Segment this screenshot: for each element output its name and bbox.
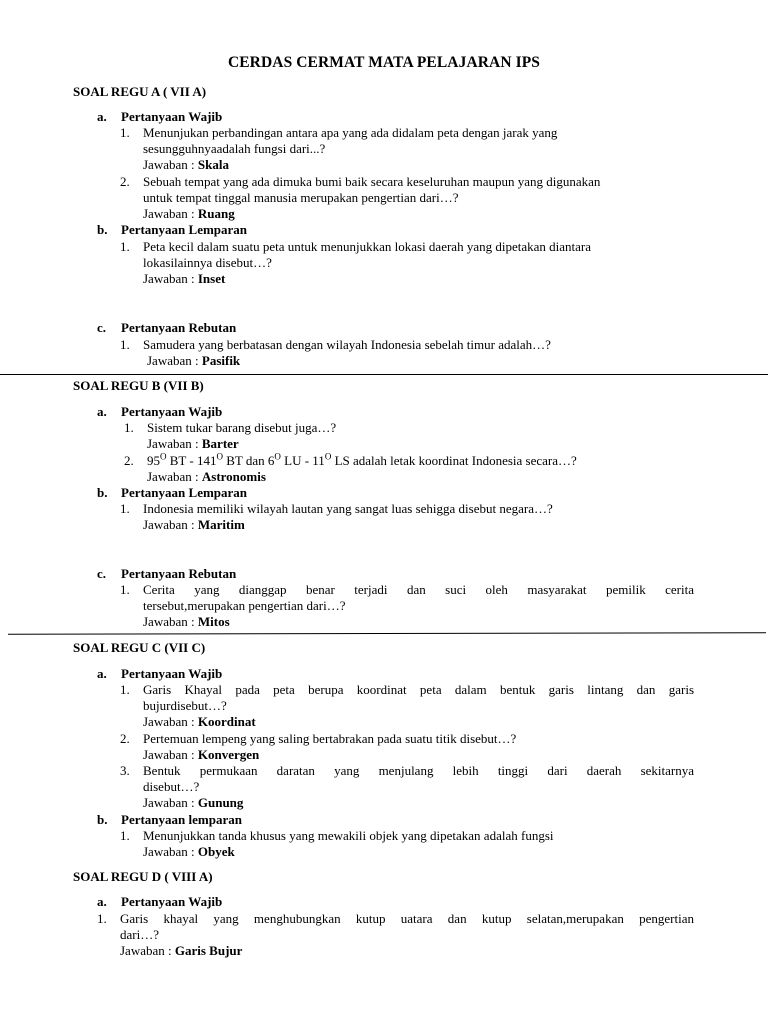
answer-line	[143, 157, 229, 173]
question-number: 3.	[120, 763, 130, 778]
answer-prefix: Jawaban :	[143, 795, 195, 810]
coord-text: 95	[147, 453, 160, 468]
answer-value: Ruang	[197, 206, 235, 221]
question-number: 1.	[120, 582, 130, 597]
question-text: Samudera yang berbatasan dengan wilayah Indonesia sebelah timur adalah…?	[143, 337, 551, 352]
question-text-cont: bujurdisebut…?	[143, 698, 227, 713]
question-text: Sebuah tempat yang ada dimuka bumi baik secara keseluruhan maupun yang digunakan	[143, 174, 601, 189]
subsection-letter: a.	[97, 666, 107, 681]
answer-line	[120, 943, 242, 959]
answer-value: Inset	[197, 271, 226, 286]
subsection-label: Pertanyaan Lemparan	[121, 222, 248, 237]
question-text: Garis khayal yang menghubungkan kutup uatara dan kutup selatan,merupakan pengertian	[120, 911, 694, 926]
section-header-regu-c: SOAL REGU C (VII C)	[73, 640, 206, 655]
answer-line	[143, 795, 243, 811]
question-text-cont: tersebut,merupakan pengertian dari…?	[143, 598, 346, 613]
question-number: 1.	[120, 682, 130, 697]
question-text: Sistem tukar barang disebut juga…?	[147, 420, 337, 435]
answer-value: Koordinat	[197, 714, 256, 729]
answer-prefix: Jawaban :	[143, 844, 195, 859]
question-text: Garis Khayal pada peta berupa koordinat peta dalam bentuk garis lintang dan garis	[143, 682, 694, 697]
section-header-regu-a: SOAL REGU A ( VII A)	[73, 84, 207, 99]
coord-text: LU - 11	[280, 453, 325, 468]
degree-mark: O	[216, 451, 223, 462]
answer-prefix: Jawaban :	[143, 157, 195, 172]
subsection-letter: b.	[97, 222, 108, 237]
answer-value: Gunung	[197, 795, 244, 810]
subsection-rebutan-a	[97, 320, 236, 336]
question-number: 2.	[124, 453, 134, 468]
answer-line	[143, 206, 235, 222]
answer-prefix: Jawaban :	[143, 714, 195, 729]
subsection-label: Pertanyaan Lemparan	[121, 485, 248, 500]
answer-value: Barter	[201, 436, 239, 451]
question-text: Menunjukkan tanda khusus yang mewakili objek yang dipetakan adalah fungsi	[143, 828, 554, 843]
question-number: 1.	[120, 828, 130, 843]
answer-value: Konvergen	[197, 747, 260, 762]
subsection-letter: c.	[97, 566, 107, 581]
answer-value: Mitos	[197, 614, 230, 629]
degree-mark: O	[274, 451, 281, 462]
subsection-label: Pertanyaan Rebutan	[121, 566, 237, 581]
answer-value: Astronomis	[201, 469, 266, 484]
question-text: Bentuk permukaan daratan yang menjulang lebih tinggi dari daerah sekitarnya	[143, 763, 694, 778]
section-divider	[8, 632, 766, 635]
coord-text: BT - 141	[166, 453, 217, 468]
answer-prefix: Jawaban :	[143, 614, 195, 629]
question-text-cont: sesungguhnyaadalah fungsi dari...?	[143, 141, 326, 156]
question-number: 1.	[120, 239, 130, 254]
subsection-letter: c.	[97, 320, 107, 335]
question-text-cont: lokasilainnya disebut…?	[143, 255, 272, 270]
coord-text: BT dan 6	[222, 453, 275, 468]
answer-line	[143, 271, 225, 287]
degree-mark: O	[160, 451, 167, 462]
answer-line	[143, 844, 235, 860]
question-text: Peta kecil dalam suatu peta untuk menunjukkan lokasi daerah yang dipetakan diantara	[143, 239, 591, 254]
answer-value: Skala	[197, 157, 229, 172]
subsection-lemparan-b	[97, 485, 247, 501]
question-number: 2.	[120, 174, 130, 189]
section-divider	[0, 374, 768, 375]
subsection-wajib-b	[97, 404, 222, 420]
question-number: 2.	[120, 731, 130, 746]
question-text	[147, 453, 577, 469]
answer-line	[147, 469, 266, 485]
answer-prefix: Jawaban :	[147, 353, 199, 368]
subsection-letter: b.	[97, 485, 108, 500]
section-header-regu-d: SOAL REGU D ( VIII A)	[73, 869, 213, 884]
subsection-lemparan-a	[97, 222, 247, 238]
question-text: Menunjukan perbandingan antara apa yang ada didalam peta dengan jarak yang	[143, 125, 558, 140]
answer-line	[143, 517, 245, 533]
question-text-cont: dari…?	[120, 927, 159, 942]
answer-prefix: Jawaban :	[143, 517, 195, 532]
answer-value: Pasifik	[201, 353, 241, 368]
subsection-label: Pertanyaan Wajib	[121, 894, 223, 909]
answer-prefix: Jawaban :	[143, 206, 195, 221]
answer-line	[143, 614, 230, 630]
section-header-regu-b: SOAL REGU B (VII B)	[73, 378, 204, 393]
coord-text: LS adalah letak koordinat Indonesia secara…?	[331, 453, 577, 468]
answer-line	[147, 436, 239, 452]
question-text-cont: disebut…?	[143, 779, 200, 794]
subsection-lemparan-c	[97, 812, 242, 828]
answer-prefix: Jawaban :	[147, 469, 199, 484]
question-number: 1.	[120, 501, 130, 516]
answer-prefix: Jawaban :	[143, 747, 195, 762]
degree-mark: O	[324, 451, 332, 462]
subsection-wajib-c	[97, 666, 222, 682]
answer-value: Maritim	[197, 517, 245, 532]
subsection-letter: a.	[97, 109, 107, 124]
subsection-label: Pertanyaan Wajib	[121, 666, 223, 681]
subsection-label: Pertanyaan Rebutan	[121, 320, 237, 335]
question-text: Cerita yang dianggap benar terjadi dan suci oleh masyarakat pemilik cerita	[143, 582, 694, 597]
subsection-letter: a.	[97, 404, 107, 419]
subsection-label: Pertanyaan Wajib	[121, 109, 223, 124]
subsection-letter: b.	[97, 812, 108, 827]
question-text-cont: untuk tempat tinggal manusia merupakan pengertian dari…?	[143, 190, 459, 205]
question-number: 1.	[97, 911, 107, 926]
question-number: 1.	[120, 125, 130, 140]
page-title: CERDAS CERMAT MATA PELAJARAN IPS	[227, 54, 541, 71]
question-text: Pertemuan lempeng yang saling bertabrakan pada suatu titik disebut…?	[143, 731, 517, 746]
question-number: 1.	[124, 420, 134, 435]
subsection-label: Pertanyaan lemparan	[121, 812, 242, 827]
subsection-wajib-a	[97, 109, 222, 125]
answer-line	[143, 714, 256, 730]
answer-prefix: Jawaban :	[143, 271, 195, 286]
subsection-rebutan-b	[97, 566, 236, 582]
subsection-label: Pertanyaan Wajib	[121, 404, 223, 419]
question-number: 1.	[120, 337, 130, 352]
answer-value: Garis Bujur	[174, 943, 243, 958]
question-text: Indonesia memiliki wilayah lautan yang sangat luas sehigga disebut negara…?	[143, 501, 553, 516]
answer-value: Obyek	[197, 844, 235, 859]
answer-line	[143, 747, 259, 763]
answer-prefix: Jawaban :	[147, 436, 199, 451]
subsection-letter: a.	[97, 894, 107, 909]
answer-prefix: Jawaban :	[120, 943, 172, 958]
subsection-wajib-d	[97, 894, 222, 910]
answer-line	[147, 353, 240, 369]
